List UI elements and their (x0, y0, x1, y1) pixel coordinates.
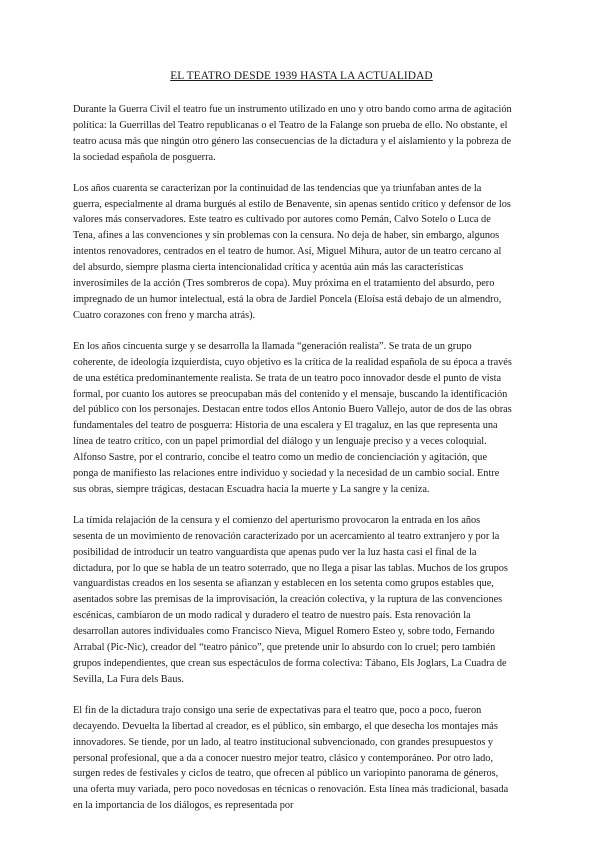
paragraph-guerra-civil: Durante la Guerra Civil el teatro fue un instrumento utilizado en uno y otro bando como arma de agitación política: la Guerrillas del Teatro republicanas o el Teatro de la Falange son prueba de ello. No obstante, el teatro acusa más que ningún otro género las consecuencias de la dictadura y el aislamiento y la pobreza de la sociedad española de posguerra. (73, 104, 512, 163)
paragraph-anos-cincuenta: En los años cincuenta surge y se desarrolla la llamada “generación realista”. Se trata de un grupo coherente, de ideología izquierdista, cuyo objetivo es la crítica de la realidad española de su época a través de una estética predominantemente realista. Se trata de un teatro poco innovador desde el punto de vista formal, por cuanto los autores se preocupaban más del contenido y el mensaje, buscando la identificación del público con los personajes. Destacan entre todos ellos Antonio Buero Vallejo, autor de dos de las obras fundamentales del teatro de posguerra: Historia de una escalera y El tragaluz, en las que representa una línea de teatro crítico, con un papel primordial del diálogo y un lenguaje preciso y a veces coloquial. Alfonso Sastre, por el contrario, concibe el teatro como un medio de concienciación y agitación, que ponga de manifiesto las relaciones entre individuo y sociedad y la necesidad de un cambio social. Entre sus obras, siempre trágicas, destacan Escuadra hacia la muerte y La sangre y la ceniza. (73, 340, 512, 495)
paragraph-anos-sesenta: La tímida relajación de la censura y el comienzo del aperturismo provocaron la entrada en los años sesenta de un movimiento de renovación caracterizado por un acercamiento al teatro extranjero y por la posibilidad de introducir un teatro vanguardista que apenas pudo ver la luz hasta casi el final de la dictadura, por lo que se habla de un teatro soterrado, que no llega a pisar las tablas. Muchos de los grupos vanguardistas creados en los sesenta se afianzan y establecen en los setenta como grupos estables que, asentados sobre las premisas de la improvisación, la creación colectiva, y la ruptura de las convenciones escénicas, cambiaron de un modo radical y duradero el teatro de nuestro país. Esta renovación la desarrollan autores individuales como Francisco Nieva, Miguel Romero Esteo y, sobre todo, Fernando Arrabal (Pic-Nic), creador del “teatro pánico”, que pretende unir lo absurdo con lo cruel; pero también grupos independientes, que crean sus espectáculos de forma colectiva: Tábano, Els Joglars, La Cuadra de Sevilla, La Fura dels Baus. (73, 514, 508, 685)
paragraph-anos-cuarenta: Los años cuarenta se caracterizan por la continuidad de las tendencias que ya triunfaban antes de la guerra, especialmente al drama burgués al estilo de Benavente, sin apenas sentido crítico y defensor de los valores más conservadores. Este teatro es cultivado por autores como Pemán, Calvo Sotelo o Luca de Tena, afines a las convenciones y sin problemas con la censura. No deja de haber, sin embargo, algunos intentos renovadores, centrados en el teatro de humor. Así, Miguel Mihura, autor de un teatro cercano al del absurdo, siempre plasma cierta intencionalidad crítica y acentúa aún más las características inverosímiles de la acción (Tres sombreros de copa). Muy próxima en el tratamiento del absurdo, pero impregnado de un humor intelectual, está la obra de Jardiel Poncela (Eloísa está debajo de un almendro, Cuatro corazones con freno y marcha atrás). (73, 182, 511, 321)
paragraph-fin-dictadura: El fin de la dictadura trajo consigo una serie de expectativas para el teatro que, poco a poco, fueron decayendo. Devuelta la libertad al creador, es el público, sin embargo, el que desecha los montajes más innovadores. Se tiende, por un lado, al teatro institucional subvencionado, con grandes presupuestos y personal profesional, que a da a conocer nuestro mejor teatro, clásico y contemporáneo. Por otro lado, surgen redes de festivales y ciclos de teatro, que ofrecen al público un variopinto panorama de géneros, una oferta muy variada, pero poco novedosas en técnicas o renovación. Esta línea más tradicional, basada en la importancia de los diálogos, es representada por (73, 704, 509, 812)
document-title: EL TEATRO DESDE 1939 HASTA LA ACTUALIDAD (170, 70, 433, 82)
